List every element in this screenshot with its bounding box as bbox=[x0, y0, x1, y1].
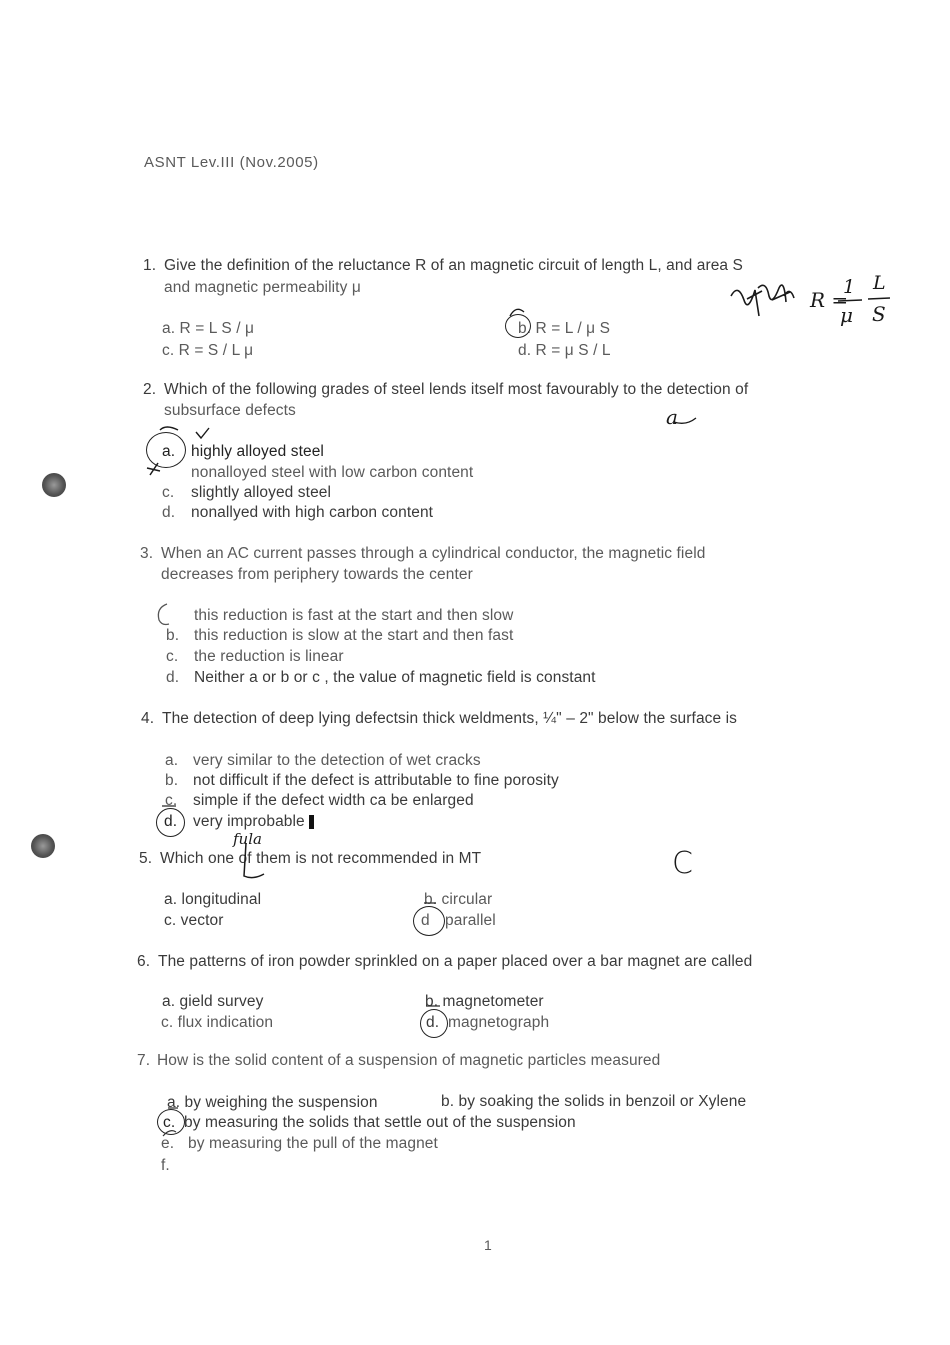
option-a: very similar to the detection of wet cracks bbox=[193, 752, 481, 769]
option-c: by measuring the solids that settle out of the suspension bbox=[184, 1114, 576, 1131]
option-b: this reduction is slow at the start and then fast bbox=[194, 627, 514, 644]
question-text: and magnetic permeability μ bbox=[164, 279, 361, 296]
option-letter: e. bbox=[161, 1135, 175, 1152]
option-d: very improbable bbox=[193, 813, 305, 830]
page-number: 1 bbox=[484, 1237, 492, 1253]
option-a: highly alloyed steel bbox=[191, 443, 324, 460]
option-b: b. R = L / μ S bbox=[518, 320, 611, 337]
handwritten-formula-denominator: S bbox=[872, 302, 886, 326]
option-letter: b. bbox=[166, 627, 180, 644]
question-text: Which one of them is not recommended in MT bbox=[160, 850, 482, 867]
option-letter: a. bbox=[165, 752, 179, 769]
option-b: b. circular bbox=[424, 891, 493, 908]
question-number: 1. bbox=[143, 257, 157, 274]
option-letter: d. bbox=[166, 669, 180, 686]
option-c: simple if the defect width ca be enlarged bbox=[193, 792, 474, 809]
handwritten-formula-lhs: R = bbox=[810, 288, 849, 312]
question-text: decreases from periphery towards the center bbox=[161, 566, 473, 583]
option-letter: c. bbox=[165, 792, 178, 809]
question-text: The detection of deep lying defectsin thick weldments, ¼" – 2" below the surface is bbox=[162, 710, 738, 727]
option-letter: f. bbox=[161, 1157, 170, 1174]
answer-circle bbox=[413, 906, 445, 936]
option-letter: a. bbox=[162, 443, 176, 460]
question-text: Which of the following grades of steel lends itself most favourably to the detection of bbox=[164, 381, 749, 398]
question-text: When an AC current passes through a cylindrical conductor, the magnetic field bbox=[161, 545, 706, 562]
handwritten-formula-numerator: L bbox=[873, 272, 886, 294]
handwritten-formula-numerator: 1 bbox=[843, 276, 856, 298]
handwritten-note: fula bbox=[233, 830, 262, 848]
answer-circle-partial bbox=[158, 604, 169, 625]
option-letter: d bbox=[421, 912, 430, 929]
ink-overwrite bbox=[309, 815, 314, 829]
document-header: ASNT Lev.III (Nov.2005) bbox=[144, 154, 319, 171]
question-text: Give the definition of the reluctance R of an magnetic circuit of length L, and area S bbox=[164, 257, 743, 274]
answer-circle bbox=[146, 432, 186, 468]
question-number: 2. bbox=[143, 381, 157, 398]
option-b: b. by soaking the solids in benzoil or Xylene bbox=[441, 1093, 747, 1110]
option-b: b. magnetometer bbox=[425, 993, 544, 1010]
answer-circle bbox=[157, 1109, 185, 1135]
answer-circle bbox=[156, 808, 185, 837]
option-letter: d. bbox=[426, 1014, 440, 1031]
question-number: 6. bbox=[137, 953, 151, 970]
question-number: 5. bbox=[139, 850, 153, 867]
punch-hole-artifact bbox=[31, 834, 55, 858]
option-letter: c. bbox=[163, 1114, 176, 1131]
option-e: by measuring the pull of the magnet bbox=[188, 1135, 438, 1152]
question-number: 3. bbox=[140, 545, 154, 562]
question-number: 7. bbox=[137, 1052, 151, 1069]
option-letter: c. bbox=[162, 484, 175, 501]
option-c: c. flux indication bbox=[161, 1014, 274, 1031]
option-d: d. R = μ S / L bbox=[518, 342, 611, 359]
handwritten-answer-mark: a bbox=[666, 405, 678, 429]
punch-hole-artifact bbox=[42, 473, 66, 497]
option-a: a. longitudinal bbox=[164, 891, 262, 908]
handwritten-formula-denominator: μ bbox=[840, 303, 853, 327]
option-c: the reduction is linear bbox=[194, 648, 344, 665]
question-number: 4. bbox=[141, 710, 155, 727]
question-text: The patterns of iron powder sprinkled on a paper placed over a bar magnet are called bbox=[158, 953, 753, 970]
option-c: slightly alloyed steel bbox=[191, 484, 332, 501]
option-a: a. by weighing the suspension bbox=[167, 1094, 378, 1111]
option-letter: d. bbox=[162, 504, 176, 521]
option-a: this reduction is fast at the start and then slow bbox=[194, 607, 514, 624]
question-text: subsurface defects bbox=[164, 402, 296, 419]
answer-circle bbox=[420, 1009, 448, 1038]
option-c: c. vector bbox=[164, 912, 224, 929]
option-letter: b. bbox=[165, 772, 179, 789]
option-d: magnetograph bbox=[448, 1014, 550, 1031]
scribble-cross-out bbox=[731, 285, 794, 316]
option-letter: c. bbox=[166, 648, 179, 665]
option-d: nonallyed with high carbon content bbox=[191, 504, 434, 521]
option-c: c. R = S / L μ bbox=[162, 342, 254, 359]
option-d: Neither a or b or c , the value of magnetic field is constant bbox=[194, 669, 596, 686]
option-a: a. gield survey bbox=[162, 993, 264, 1010]
question-text: How is the solid content of a suspension of magnetic particles measured bbox=[157, 1052, 661, 1069]
check-mark-icon bbox=[196, 428, 209, 438]
option-b: nonalloyed steel with low carbon content bbox=[191, 464, 474, 481]
option-letter: d. bbox=[164, 813, 178, 830]
option-d: parallel bbox=[445, 912, 496, 929]
answer-circle bbox=[505, 314, 531, 338]
option-b: not difficult if the defect is attributable to fine porosity bbox=[193, 772, 559, 789]
handwritten-answer-mark: C bbox=[672, 846, 693, 881]
option-a: a. R = L S / μ bbox=[162, 320, 255, 337]
